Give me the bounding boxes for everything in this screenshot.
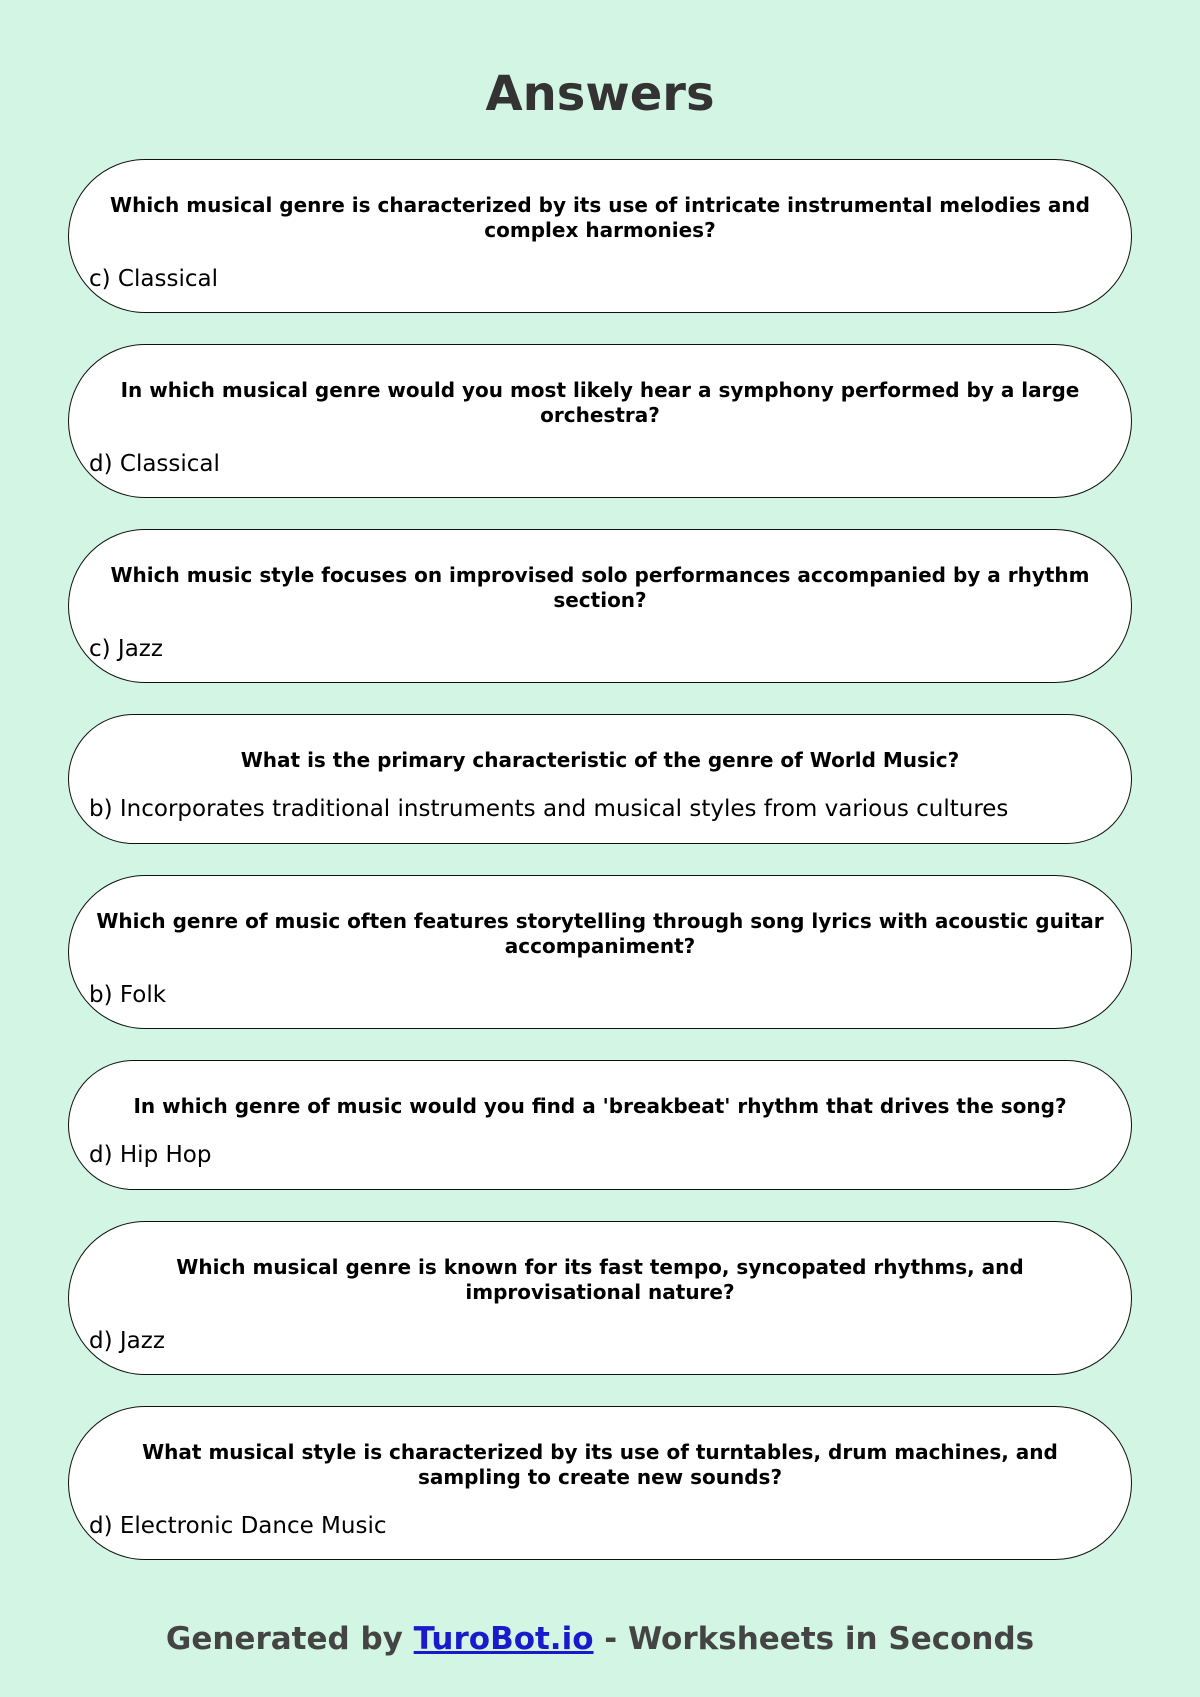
answer-text: d) Jazz: [89, 1328, 165, 1354]
question-text: In which genre of music would you find a 'breakbeat' rhythm that drives the song?: [133, 1094, 1067, 1118]
answer-card-1: [68, 159, 1132, 313]
question-text: In which musical genre would you most likely hear a symphony performed by a large orchestra?: [120, 378, 1080, 427]
question-text: Which genre of music often features storytelling through song lyrics with acoustic guitar accompaniment?: [96, 909, 1104, 958]
question-text: What is the primary characteristic of the genre of World Music?: [240, 748, 960, 772]
answer-card-5: [68, 875, 1132, 1029]
answer-card-7: [68, 1221, 1132, 1375]
footer-prefix: Generated by: [165, 1621, 414, 1657]
answer-text: c) Jazz: [89, 636, 163, 662]
answer-list: [68, 159, 1132, 1591]
footer-suffix: - Worksheets in Seconds: [593, 1621, 1035, 1657]
answer-text: c) Classical: [89, 266, 218, 292]
answer-card-6: [68, 1060, 1132, 1190]
answer-card-4: [68, 714, 1132, 844]
question-text: Which music style focuses on improvised solo performances accompanied by a rhythm section?: [110, 563, 1090, 612]
page-title: Answers: [485, 66, 715, 122]
turobot-link[interactable]: TuroBot.io: [413, 1621, 594, 1657]
question-text: What musical style is characterized by its use of turntables, drum machines, and sampling to create new sounds?: [142, 1440, 1058, 1489]
question-text: Which musical genre is known for its fast tempo, syncopated rhythms, and improvisational nature?: [176, 1255, 1024, 1304]
question-text: Which musical genre is characterized by its use of intricate instrumental melodies and complex harmonies?: [110, 193, 1090, 242]
answer-card-8: [68, 1406, 1132, 1560]
answer-text: d) Hip Hop: [89, 1142, 212, 1168]
answer-text: b) Folk: [89, 982, 167, 1008]
answer-card-2: [68, 344, 1132, 498]
answer-text: b) Incorporates traditional instruments and musical styles from various cultures: [89, 796, 1009, 822]
answer-card-3: [68, 529, 1132, 683]
answer-text: d) Classical: [89, 451, 220, 477]
answer-text: d) Electronic Dance Music: [89, 1513, 387, 1539]
footer-credit: [0, 1619, 1200, 1659]
